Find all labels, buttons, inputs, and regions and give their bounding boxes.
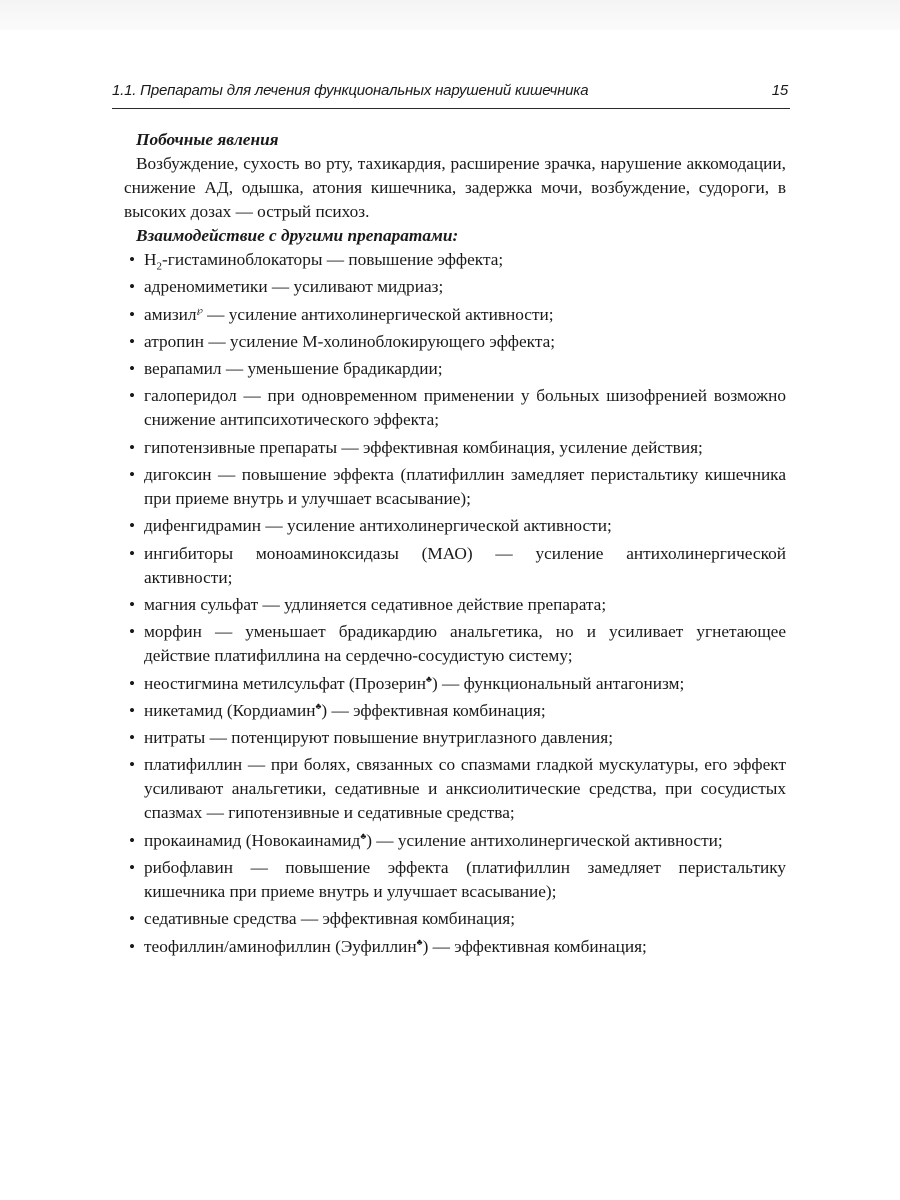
bullet-icon: • [129,594,136,614]
list-item: • дигоксин — повышение эффекта (платифиллин замедляет перистальтику кишечника при приеме внутрь и улучшает всасывание); [129,465,786,509]
list-item: • прокаинамид (Новокаинамид♣) — усиление антихолинергической активности; [124,829,786,853]
bullet-icon: • [129,622,136,642]
running-title: 1.1. Препараты для лечения функциональных нарушений кишечника [112,82,589,99]
page-number: 15 [771,82,788,99]
list-item: • рибофлавин — повышение эффекта (платифиллин замедляет перистальтику кишечника при приеме внутрь и улучшает всасывание); [129,858,786,902]
list-item: • верапамил — уменьшение брадикардии; [124,357,786,381]
top-band [0,0,900,30]
list-item: • никетамид (Кордиамин♣) — эффективная комбинация; [124,699,786,723]
side-effects-text: Возбуждение, сухость во рту, тахикардия, расширение зрачка, нарушение аккомодации, снижение АД, одышка, атония кишечника, задержка мочи, возбуждение, судороги, в высоких дозах — острый психоз. [124,154,786,221]
list-item: • галоперидол — при одновременном применении у больных шизофренией возможно снижение антипсихотического эффекта; [129,386,786,430]
list-item: • нитраты — потенцируют повышение внутриглазного давления; [124,726,786,750]
bullet-icon: • [129,250,136,269]
bullet-icon: • [129,386,136,406]
bullet-icon: • [129,359,136,379]
bullet-icon: • [129,909,136,929]
bullet-icon: • [129,728,136,748]
list-item: • гипотензивные препараты — эффективная комбинация, усиление действия; [124,436,786,460]
list-item: • $H_2$-гистаминоблокаторы — повышение эффекта; [129,250,504,273]
list-item: • ингибиторы моноаминоксидазы (МАО) — усиление антихолинергической активности; [129,543,786,587]
bullet-icon: • [129,755,136,775]
trademark-icon: ♣ [426,673,432,684]
bullet-icon: • [129,516,136,536]
bullet-icon: • [129,858,136,878]
bullet-icon: • [129,936,136,956]
list-item: • неостигмина метилсульфат (Прозерин♣) — функциональный антагонизм; [124,672,786,696]
list-item: • морфин — уменьшает брадикардию анальгетика, но и усиливает угнетающее действие платифиллина на сердечно-сосудистую систему; [129,622,786,666]
list-item: • адреномиметики — усиливают мидриаз; [124,275,786,299]
interactions-heading: Взаимодействие с другими препаратами: [136,226,459,245]
list-item: • амизил℘ — усиление антихолинергической активности; [124,303,786,327]
registered-mark-icon: ℘ [196,304,203,315]
bullet-icon: • [129,830,136,850]
trademark-icon: ♣ [360,830,367,841]
trademark-icon: ♣ [416,936,423,947]
bullet-icon: • [129,543,136,563]
running-header [112,76,790,109]
side-effects-heading: Побочные явления [136,130,279,149]
list-item: • теофиллин/аминофиллин (Эуфиллин♣) — эффективная комбинация; [124,935,786,959]
list-item: • атропин — усиление М-холиноблокирующего эффекта; [124,330,786,354]
list-item: • седативные средства — эффективная комбинация; [124,907,786,931]
interactions-list [124,248,786,959]
trademark-icon: ♣ [315,701,322,712]
bullet-icon: • [129,437,136,457]
list-item: • платифиллин — при болях, связанных со спазмами гладкой мускулатуры, его эффект усиливают анальгетики, седативные и анксиолитические средства, при сосудистых спазмах — гипотензивные и седативные средства; [129,755,786,823]
bullet-icon: • [129,700,136,720]
bullet-icon: • [129,465,136,485]
bullet-icon: • [129,277,136,297]
bullet-icon: • [129,331,136,351]
page-content [124,128,786,962]
list-item: • дифенгидрамин — усиление антихолинергической активности; [124,514,786,538]
bullet-icon: • [129,304,136,324]
bullet-icon: • [129,673,136,693]
list-item: • магния сульфат — удлиняется седативное действие препарата; [124,593,786,617]
